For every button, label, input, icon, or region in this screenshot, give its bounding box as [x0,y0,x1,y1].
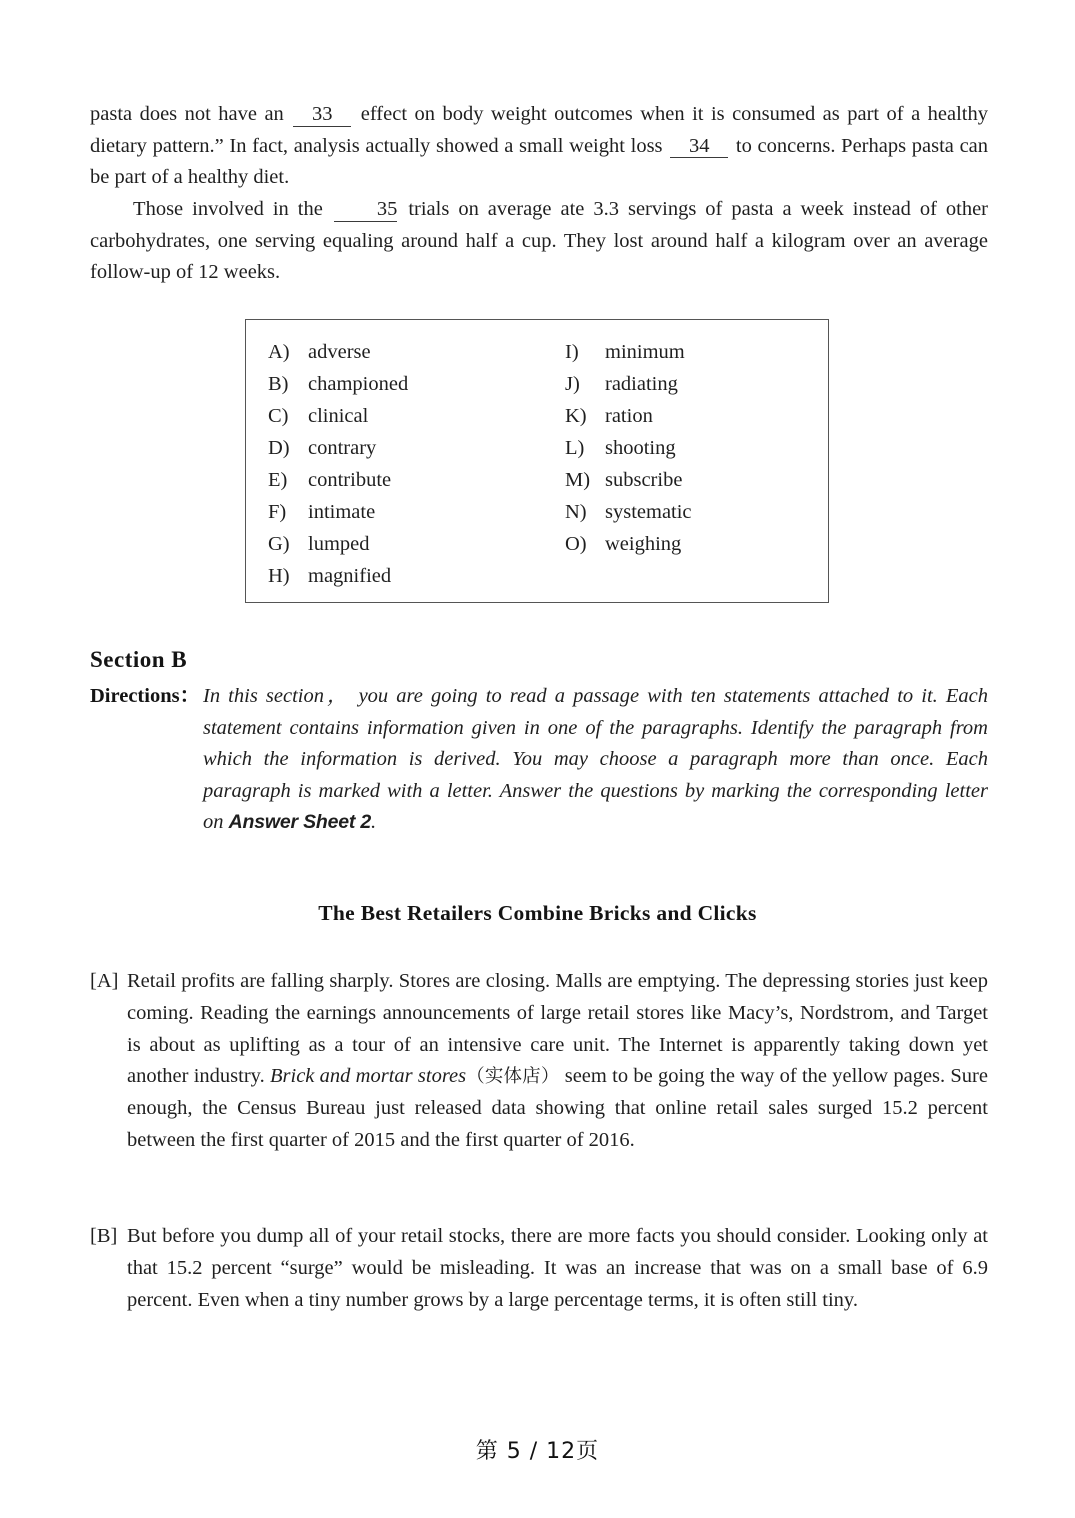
option-word: ration [605,405,653,427]
paragraph-text [90,99,988,194]
passage2-text-part-1: Those involved in the [133,198,323,220]
option-letter: J) [565,373,580,395]
word-bank-option[interactable] [565,432,818,464]
option-word: radiating [605,373,678,395]
directions-text-after: . [371,811,377,833]
article-paragraph-a [90,966,988,1157]
option-letter: L) [565,437,585,459]
option-word: contribute [308,469,392,491]
directions-text-before: In this section， you are going to read a passage with ten statements attached to it. Each statement contains information given in one of the paragraphs. Identify the paragraph from which the information is derived. You may choose a paragraph more than once. Each paragraph is marked with a letter. Answer the questions by marking the corresponding letter on [203,685,988,833]
option-word: systematic [605,501,692,523]
option-letter: K) [565,405,587,427]
directions-block [90,681,988,839]
option-letter: C) [268,405,289,427]
word-bank-option[interactable] [268,560,521,592]
answer-sheet-reference: Answer Sheet 2 [228,811,372,833]
option-letter: D) [268,437,290,459]
para-a-text-part-2: seem to be going the way of the yellow pages. Sure enough, the Census Bureau just released data showing that online retail sales surged 15.2 percent between the first quarter of 2015 and the first quarter of 2016. [127,1065,988,1151]
article-paragraph-b [90,1221,988,1316]
option-word: magnified [308,565,392,587]
word-bank-option[interactable] [268,400,521,432]
option-letter: N) [565,501,587,523]
para-b-text-part-1: But before you dump all of your retail stocks, there are more facts you should consider. Looking only at that 15.2 percent “surge” would be misleading. It was an increase that was on a small base of 6.9 percent. Even when a tiny number grows by a large percentage terms, it is often still tiny. [127,1225,988,1311]
option-letter: O) [565,533,587,555]
option-word: adverse [308,341,371,363]
passage-continuation-paragraph-1 [90,99,988,194]
word-bank-option[interactable] [565,496,818,528]
option-word: intimate [308,501,376,523]
option-letter: H) [268,565,290,587]
option-word: weighing [605,533,682,555]
word-bank-option[interactable] [268,432,521,464]
passage-text-part-3: to concerns. Perhaps pasta can be part of a healthy diet. [90,134,989,188]
word-bank-option[interactable] [565,400,818,432]
word-bank-option[interactable] [268,464,521,496]
para-a-italic-term: Brick and mortar stores [270,1065,467,1088]
word-bank-option[interactable] [268,528,521,560]
passage2-text-part-2: trials on average ate 3.3 servings of pasta a week instead of other carbohydrates, one serving equaling around half a cup. They lost around half a kilogram over an average follow-up of 12 weeks. [90,198,988,283]
word-bank-box [245,319,829,603]
word-bank-columns [268,336,818,594]
option-letter: E) [268,469,288,491]
para-a-text-part-1: Retail profits are falling sharply. Stores are closing. Malls are emptying. The depressing stories just keep coming. Reading the earnings announcements of large retail stores like Macy’s, Nordstrom, and Target is about as uplifting as a tour of an intensive care unit. The Internet is apparently taking down yet another industry. [127,970,988,1088]
answer-blank-34[interactable]: 34 [670,136,728,159]
option-letter: F) [268,501,287,523]
paragraph-text [90,194,988,289]
directions-text [203,681,988,839]
answer-blank-35[interactable]: 35 [334,199,398,222]
passage-text-part-1: pasta does not have an [90,103,284,125]
passage-text-part-2: effect on body weight outcomes when it is consumed as part of a healthy dietary pattern.” In fact, analysis actually showed a small weight loss [90,103,988,157]
article-title: The Best Retailers Combine Bricks and Clicks [318,901,757,925]
word-bank-option[interactable] [268,496,521,528]
directions-label: Directions： [90,685,201,707]
paragraph-b-text [127,1221,988,1316]
word-bank-option[interactable] [565,528,818,560]
page-number-footer: 第 5 / 12页 [475,1439,600,1464]
word-bank-option[interactable] [268,368,521,400]
word-bank-column-right [521,336,818,594]
option-letter: G) [268,533,290,555]
passage-continuation-paragraph-2 [90,194,988,289]
section-b-heading: Section B [90,647,188,672]
para-a-chinese-gloss: （实体店） [466,1066,560,1088]
option-word: clinical [308,405,369,427]
option-word: minimum [605,341,685,363]
option-letter: A) [268,341,290,363]
paragraph-label-a: [A] [90,970,119,992]
option-letter: M) [565,469,591,491]
option-word: shooting [605,437,676,459]
option-word: lumped [308,533,370,555]
answer-blank-33[interactable]: 33 [293,104,351,127]
paragraph-a-text [127,966,988,1157]
option-letter: I) [565,341,579,363]
option-word: contrary [308,437,377,459]
word-bank-option[interactable] [565,336,818,368]
option-word: championed [308,373,409,395]
paragraph-label-b: [B] [90,1225,118,1247]
option-letter: B) [268,373,289,395]
word-bank-option[interactable] [565,464,818,496]
word-bank-option[interactable] [268,336,521,368]
word-bank-column-left [268,336,521,594]
option-word: subscribe [605,469,683,491]
word-bank-option[interactable] [565,368,818,400]
